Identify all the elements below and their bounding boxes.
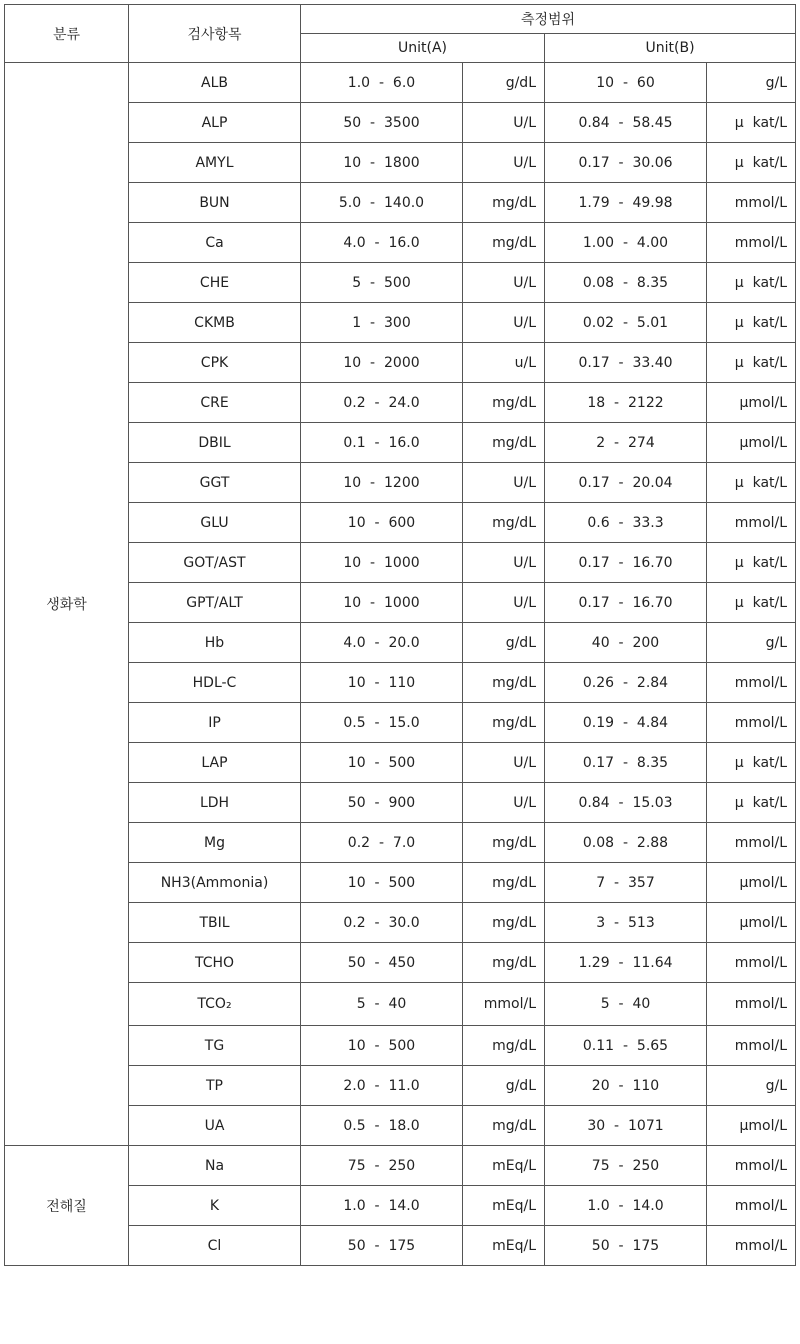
range-b-cell: 0.17 - 20.04 (545, 463, 707, 503)
range-b-cell: 1.0 - 14.0 (545, 1186, 707, 1226)
item-cell: TG (129, 1026, 301, 1066)
item-cell: ALP (129, 103, 301, 143)
range-b-cell: 0.17 - 30.06 (545, 143, 707, 183)
range-b-cell: 1.79 - 49.98 (545, 183, 707, 223)
range-a-cell: 5 - 40 (301, 983, 463, 1026)
range-a-cell: 0.5 - 18.0 (301, 1106, 463, 1146)
unit-b-cell: μ kat/L (707, 583, 796, 623)
item-cell: DBIL (129, 423, 301, 463)
range-b-cell: 0.17 - 33.40 (545, 343, 707, 383)
range-b-cell: 0.08 - 8.35 (545, 263, 707, 303)
item-cell: GPT/ALT (129, 583, 301, 623)
unit-a-cell: g/dL (463, 1066, 545, 1106)
unit-b-cell: mmol/L (707, 503, 796, 543)
range-a-cell: 50 - 3500 (301, 103, 463, 143)
range-a-cell: 10 - 1800 (301, 143, 463, 183)
item-cell: LAP (129, 743, 301, 783)
range-a-cell: 1 - 300 (301, 303, 463, 343)
range-a-cell: 50 - 450 (301, 943, 463, 983)
range-b-cell: 7 - 357 (545, 863, 707, 903)
range-a-cell: 10 - 110 (301, 663, 463, 703)
range-a-cell: 5 - 500 (301, 263, 463, 303)
item-cell: Ca (129, 223, 301, 263)
header-category: 분류 (5, 5, 129, 63)
range-b-cell: 20 - 110 (545, 1066, 707, 1106)
range-a-cell: 0.1 - 16.0 (301, 423, 463, 463)
item-cell: GLU (129, 503, 301, 543)
unit-a-cell: U/L (463, 463, 545, 503)
unit-a-cell: mg/dL (463, 1026, 545, 1066)
range-b-cell: 75 - 250 (545, 1146, 707, 1186)
range-b-cell: 0.17 - 16.70 (545, 583, 707, 623)
range-a-cell: 2.0 - 11.0 (301, 1066, 463, 1106)
item-cell: TP (129, 1066, 301, 1106)
table-row (5, 63, 796, 103)
item-cell: GGT (129, 463, 301, 503)
unit-b-cell: mmol/L (707, 223, 796, 263)
category-cell: 생화학 (5, 63, 129, 1146)
unit-a-cell: U/L (463, 263, 545, 303)
item-cell: CRE (129, 383, 301, 423)
unit-a-cell: g/dL (463, 63, 545, 103)
unit-b-cell: μmol/L (707, 903, 796, 943)
range-a-cell: 75 - 250 (301, 1146, 463, 1186)
range-b-cell: 18 - 2122 (545, 383, 707, 423)
unit-a-cell: u/L (463, 343, 545, 383)
unit-b-cell: μ kat/L (707, 783, 796, 823)
range-a-cell: 10 - 500 (301, 863, 463, 903)
unit-a-cell: mg/dL (463, 823, 545, 863)
range-a-cell: 10 - 500 (301, 1026, 463, 1066)
item-cell: K (129, 1186, 301, 1226)
header-range: 측정범위 (301, 5, 796, 34)
range-b-cell: 10 - 60 (545, 63, 707, 103)
unit-a-cell: mEq/L (463, 1186, 545, 1226)
range-b-cell: 30 - 1071 (545, 1106, 707, 1146)
range-a-cell: 4.0 - 16.0 (301, 223, 463, 263)
range-b-cell: 0.84 - 58.45 (545, 103, 707, 143)
unit-a-cell: mEq/L (463, 1146, 545, 1186)
unit-b-cell: mmol/L (707, 1226, 796, 1266)
range-b-cell: 40 - 200 (545, 623, 707, 663)
unit-a-cell: mg/dL (463, 383, 545, 423)
unit-b-cell: mmol/L (707, 703, 796, 743)
item-cell: HDL-C (129, 663, 301, 703)
range-b-cell: 0.17 - 8.35 (545, 743, 707, 783)
range-a-cell: 10 - 2000 (301, 343, 463, 383)
unit-a-cell: U/L (463, 143, 545, 183)
range-b-cell: 0.17 - 16.70 (545, 543, 707, 583)
header-item: 검사항목 (129, 5, 301, 63)
item-cell: UA (129, 1106, 301, 1146)
unit-a-cell: U/L (463, 583, 545, 623)
unit-b-cell: μmol/L (707, 863, 796, 903)
item-cell: CPK (129, 343, 301, 383)
range-a-cell: 10 - 500 (301, 743, 463, 783)
item-cell: LDH (129, 783, 301, 823)
range-b-cell: 50 - 175 (545, 1226, 707, 1266)
unit-a-cell: U/L (463, 103, 545, 143)
item-cell: AMYL (129, 143, 301, 183)
range-a-cell: 10 - 1000 (301, 583, 463, 623)
unit-b-cell: μmol/L (707, 1106, 796, 1146)
unit-b-cell: mmol/L (707, 823, 796, 863)
item-cell: Mg (129, 823, 301, 863)
item-cell: Na (129, 1146, 301, 1186)
header-unit-b: Unit(B) (545, 34, 796, 63)
range-b-cell: 0.84 - 15.03 (545, 783, 707, 823)
unit-b-cell: μ kat/L (707, 543, 796, 583)
unit-b-cell: g/L (707, 1066, 796, 1106)
unit-a-cell: U/L (463, 543, 545, 583)
item-cell: TCO₂ (129, 983, 301, 1026)
item-cell: GOT/AST (129, 543, 301, 583)
range-a-cell: 0.2 - 7.0 (301, 823, 463, 863)
range-a-cell: 0.2 - 30.0 (301, 903, 463, 943)
unit-a-cell: mg/dL (463, 1106, 545, 1146)
unit-a-cell: mg/dL (463, 903, 545, 943)
item-cell: CHE (129, 263, 301, 303)
unit-a-cell: U/L (463, 783, 545, 823)
unit-a-cell: mg/dL (463, 863, 545, 903)
unit-b-cell: μmol/L (707, 383, 796, 423)
unit-a-cell: U/L (463, 303, 545, 343)
header-unit-a: Unit(A) (301, 34, 545, 63)
unit-a-cell: mmol/L (463, 983, 545, 1026)
range-a-cell: 10 - 1200 (301, 463, 463, 503)
unit-b-cell: mmol/L (707, 1026, 796, 1066)
unit-a-cell: mg/dL (463, 223, 545, 263)
range-a-cell: 4.0 - 20.0 (301, 623, 463, 663)
range-a-cell: 10 - 1000 (301, 543, 463, 583)
range-a-cell: 10 - 600 (301, 503, 463, 543)
unit-b-cell: μ kat/L (707, 143, 796, 183)
item-cell: IP (129, 703, 301, 743)
range-a-cell: 1.0 - 14.0 (301, 1186, 463, 1226)
unit-a-cell: mg/dL (463, 943, 545, 983)
range-a-cell: 1.0 - 6.0 (301, 63, 463, 103)
unit-b-cell: mmol/L (707, 1146, 796, 1186)
item-cell: TBIL (129, 903, 301, 943)
unit-b-cell: mmol/L (707, 663, 796, 703)
unit-a-cell: g/dL (463, 623, 545, 663)
range-b-cell: 0.02 - 5.01 (545, 303, 707, 343)
unit-a-cell: mg/dL (463, 703, 545, 743)
range-a-cell: 50 - 900 (301, 783, 463, 823)
item-cell: Hb (129, 623, 301, 663)
range-b-cell: 0.11 - 5.65 (545, 1026, 707, 1066)
unit-b-cell: μ kat/L (707, 103, 796, 143)
range-b-cell: 0.19 - 4.84 (545, 703, 707, 743)
item-cell: Cl (129, 1226, 301, 1266)
unit-a-cell: mg/dL (463, 423, 545, 463)
item-cell: NH3(Ammonia) (129, 863, 301, 903)
range-b-cell: 5 - 40 (545, 983, 707, 1026)
table-body (5, 63, 796, 1266)
unit-b-cell: μ kat/L (707, 343, 796, 383)
unit-b-cell: mmol/L (707, 983, 796, 1026)
unit-a-cell: mEq/L (463, 1226, 545, 1266)
range-a-cell: 50 - 175 (301, 1226, 463, 1266)
range-b-cell: 0.26 - 2.84 (545, 663, 707, 703)
unit-a-cell: mg/dL (463, 503, 545, 543)
unit-a-cell: mg/dL (463, 183, 545, 223)
measurement-range-table (4, 4, 796, 1266)
item-cell: ALB (129, 63, 301, 103)
unit-b-cell: μ kat/L (707, 463, 796, 503)
range-b-cell: 0.6 - 33.3 (545, 503, 707, 543)
unit-b-cell: mmol/L (707, 183, 796, 223)
range-b-cell: 3 - 513 (545, 903, 707, 943)
unit-b-cell: μ kat/L (707, 263, 796, 303)
range-a-cell: 0.2 - 24.0 (301, 383, 463, 423)
range-a-cell: 0.5 - 15.0 (301, 703, 463, 743)
category-cell: 전해질 (5, 1146, 129, 1266)
unit-b-cell: μ kat/L (707, 743, 796, 783)
unit-b-cell: μmol/L (707, 423, 796, 463)
unit-b-cell: g/L (707, 623, 796, 663)
unit-a-cell: U/L (463, 743, 545, 783)
range-b-cell: 2 - 274 (545, 423, 707, 463)
item-cell: CKMB (129, 303, 301, 343)
unit-b-cell: g/L (707, 63, 796, 103)
unit-b-cell: mmol/L (707, 1186, 796, 1226)
unit-a-cell: mg/dL (463, 663, 545, 703)
unit-b-cell: mmol/L (707, 943, 796, 983)
item-cell: TCHO (129, 943, 301, 983)
range-b-cell: 1.29 - 11.64 (545, 943, 707, 983)
range-a-cell: 5.0 - 140.0 (301, 183, 463, 223)
range-b-cell: 1.00 - 4.00 (545, 223, 707, 263)
item-cell: BUN (129, 183, 301, 223)
range-b-cell: 0.08 - 2.88 (545, 823, 707, 863)
unit-b-cell: μ kat/L (707, 303, 796, 343)
table-row (5, 1146, 796, 1186)
